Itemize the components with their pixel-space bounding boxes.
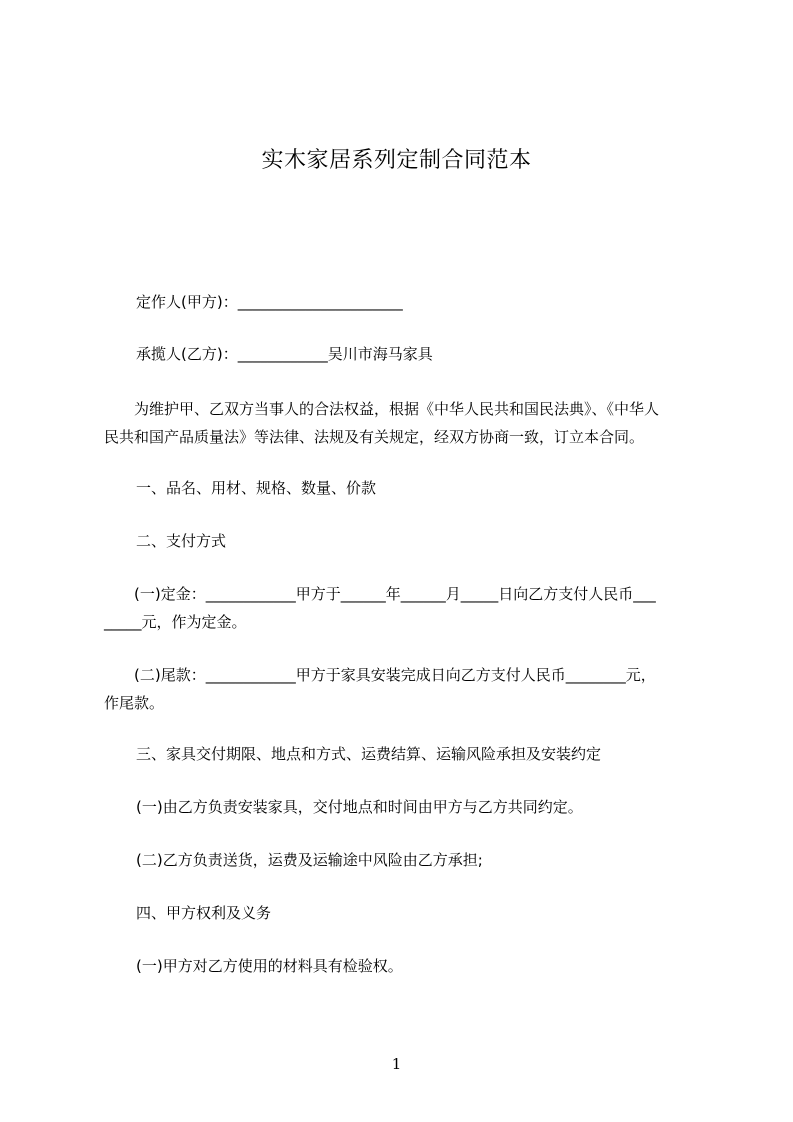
balance-line-1: (二)尾款：____________甲方于家具安装完成日向乙方支付人民币________元， <box>104 666 656 684</box>
section-3-item-1: (一)由乙方负责安装家具，交付地点和时间由甲方与乙方共同约定。 <box>136 798 583 816</box>
section-1-heading: 一、品名、用材、规格、数量、价款 <box>136 479 377 497</box>
balance-paragraph <box>104 661 702 717</box>
party-a-line: 定作人(甲方)：______________________ <box>136 293 403 311</box>
document-title: 实木家居系列定制合同范本 <box>261 148 532 173</box>
deposit-line-2: _____元，作为定金。 <box>104 613 247 631</box>
deposit-line-1: (一)定金：____________甲方于______年______月_____日向乙方支付人民币___ <box>104 585 656 603</box>
section-4-heading: 四、甲方权利及义务 <box>136 904 272 922</box>
preamble-paragraph <box>104 395 702 451</box>
preamble-line-2: 民共和国产品质量法》等法律、法规及有关规定，经双方协商一致，订立本合同。 <box>104 428 645 446</box>
deposit-paragraph <box>104 580 702 636</box>
section-3-item-2: (二)乙方负责送货，运费及运输途中风险由乙方承担; <box>136 851 483 869</box>
section-4-item-1: (一)甲方对乙方使用的材料具有检验权。 <box>136 957 403 975</box>
section-2-heading: 二、支付方式 <box>136 532 227 550</box>
page-number: 1 <box>391 1055 402 1073</box>
preamble-line-1: 为维护甲、乙双方当事人的合法权益，根据《中华人民共和国民法典》、《中华人 <box>104 400 660 418</box>
party-b-line: 承揽人(乙方)：____________吴川市海马家具 <box>136 345 433 363</box>
section-3-heading: 三、家具交付期限、地点和方式、运费结算、运输风险承担及安装约定 <box>136 745 602 763</box>
balance-line-2: 作尾款。 <box>104 694 165 712</box>
